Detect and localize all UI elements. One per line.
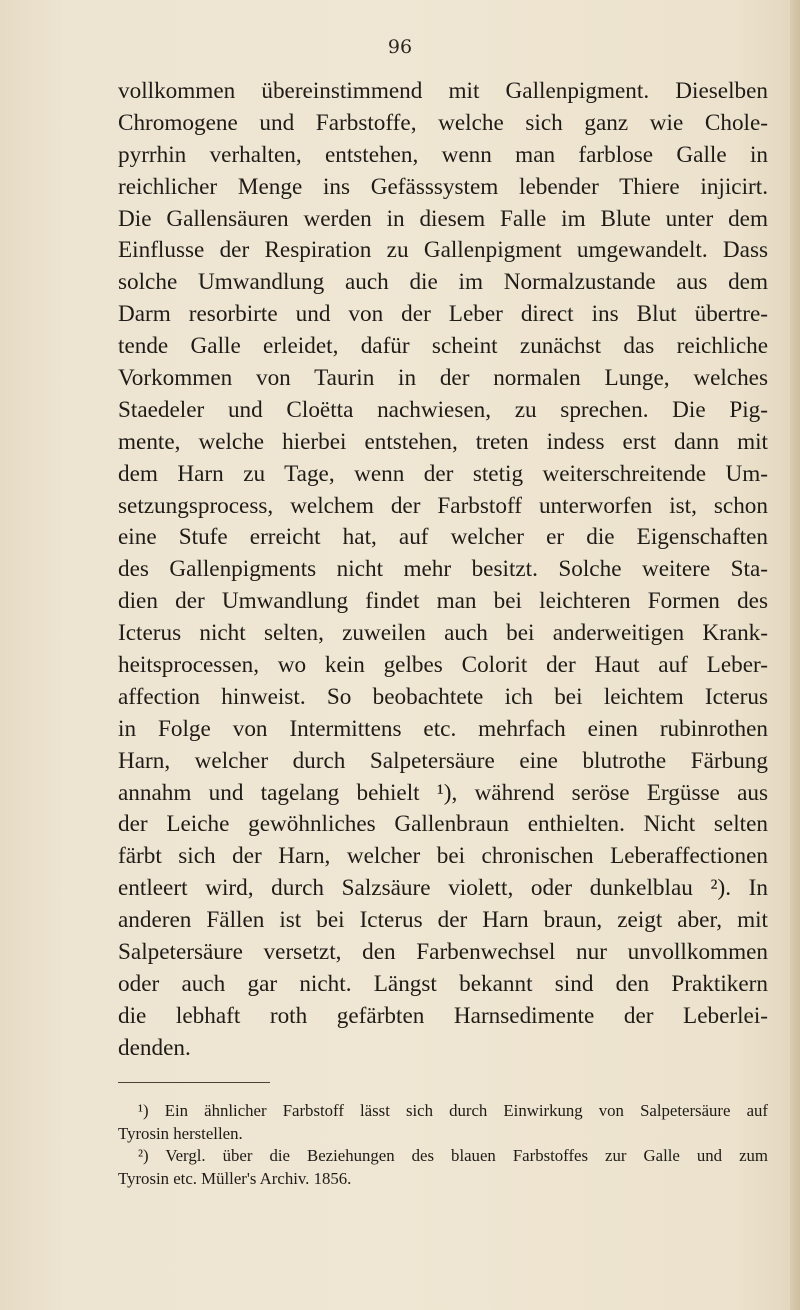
text-line: Vorkommen von Taurin in der normalen Lunge, welches: [118, 365, 768, 392]
footnotes: [118, 1100, 768, 1190]
text-line: färbt sich der Harn, welcher bei chronischen Leberaffectionen: [118, 843, 768, 870]
text-line: Salpetersäure versetzt, den Farbenwechsel nur unvollkommen: [118, 939, 768, 966]
text-line: entleert wird, durch Salzsäure violett, oder dunkelblau ²). In: [118, 875, 768, 902]
text-line: in Folge von Intermittens etc. mehrfach einen rubinrothen: [118, 715, 768, 742]
text-line: annahm und tagelang behielt ¹), während seröse Ergüsse aus: [118, 779, 768, 806]
text-line: Staedeler und Cloëtta nachwiesen, zu sprechen. Die Pig-: [118, 396, 768, 423]
footnote-line: ¹) Ein ähnlicher Farbstoff lässt sich durch Einwirkung von Salpetersäure auf: [138, 1101, 768, 1120]
text-line: pyrrhin verhalten, entstehen, wenn man farblose Galle in: [118, 141, 768, 168]
footnote-line: ²) Vergl. über die Beziehungen des blauen Farbstoffes zur Galle und zum: [138, 1146, 768, 1165]
footnote-separator: [118, 1082, 270, 1083]
text-line: Chromogene und Farbstoffe, welche sich ganz wie Chole-: [118, 109, 768, 136]
text-line: der Leiche gewöhnliches Gallenbraun enthielten. Nicht selten: [118, 811, 768, 838]
text-line: des Gallenpigments nicht mehr besitzt. Solche weitere Sta-: [118, 556, 768, 583]
text-line: dem Harn zu Tage, wenn der stetig weiterschreitende Um-: [118, 460, 768, 487]
text-line: Darm resorbirte und von der Leber direct ins Blut übertre-: [118, 301, 768, 328]
page-edge: [790, 0, 800, 1310]
text-line: heitsprocessen, wo kein gelbes Colorit der Haut auf Leber-: [118, 652, 768, 679]
footnote-line: Tyrosin herstellen.: [118, 1123, 243, 1143]
text-line: die lebhaft roth gefärbten Harnsedimente der Leberlei-: [118, 1002, 768, 1029]
text-line: tende Galle erleidet, dafür scheint zunächst das reichliche: [118, 333, 768, 360]
footnote-line: Tyrosin etc. Müller's Archiv. 1856.: [118, 1168, 352, 1188]
text-line: vollkommen übereinstimmend mit Gallenpigment. Dieselben: [118, 78, 768, 104]
text-line: oder auch gar nicht. Längst bekannt sind den Praktikern: [118, 970, 768, 997]
text-line: eine Stufe erreicht hat, auf welcher er die Eigenschaften: [118, 524, 768, 551]
text-line: Icterus nicht selten, zuweilen auch bei anderweitigen Krank-: [118, 620, 768, 647]
text-line: mente, welche hierbei entstehen, treten indess erst dann mit: [118, 428, 768, 455]
text-line: anderen Fällen ist bei Icterus der Harn braun, zeigt aber, mit: [118, 907, 768, 934]
body-text: [118, 76, 768, 1065]
text-line: Harn, welcher durch Salpetersäure eine blutrothe Färbung: [118, 747, 768, 774]
text-line: setzungsprocess, welchem der Farbstoff unterworfen ist, schon: [118, 492, 768, 519]
page-number: 96: [387, 36, 413, 58]
text-line: dien der Umwandlung findet man bei leichteren Formen des: [118, 588, 768, 615]
text-line: Die Gallensäuren werden in diesem Falle im Blute unter dem: [118, 205, 768, 232]
text-line: denden.: [118, 1034, 191, 1061]
text-line: solche Umwandlung auch die im Normalzustande aus dem: [118, 269, 768, 296]
text-line: Einflusse der Respiration zu Gallenpigment umgewandelt. Dass: [118, 237, 768, 264]
text-line: reichlicher Menge ins Gefässsystem lebender Thiere injicirt.: [118, 173, 768, 200]
text-line: affection hinweist. So beobachtete ich bei leichtem Icterus: [118, 683, 768, 710]
